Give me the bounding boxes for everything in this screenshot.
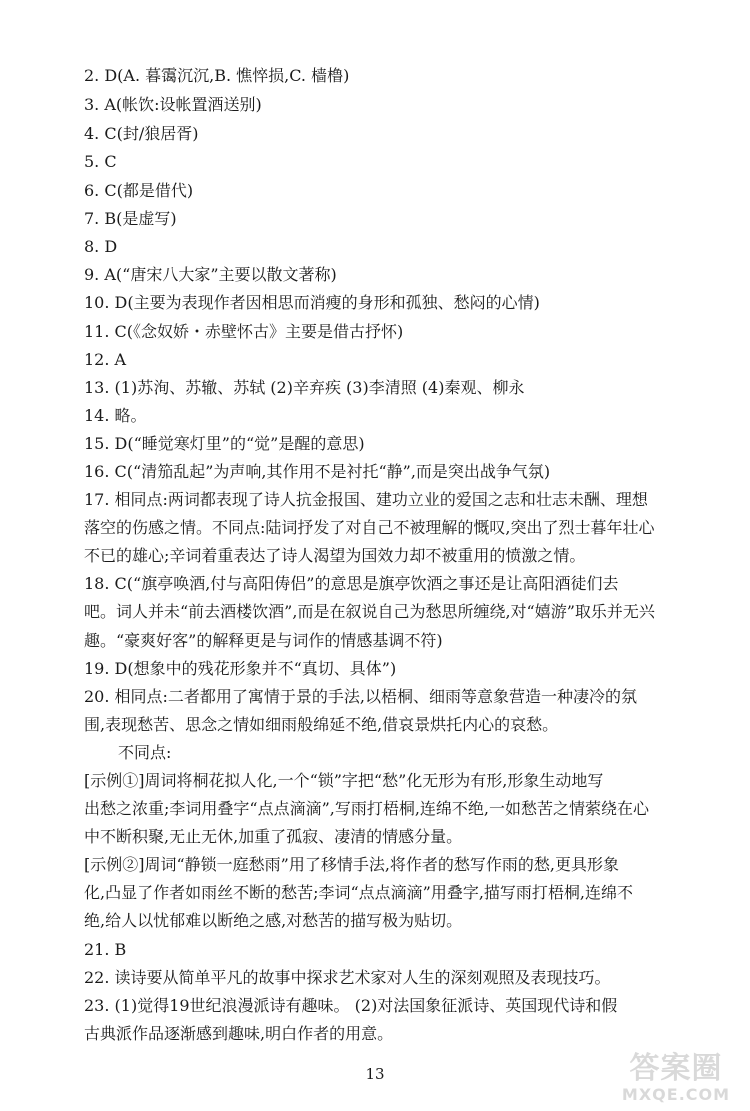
- answer-line: 化,凸显了作者如雨丝不断的愁苦;李词“点点滴滴”用叠字,描写雨打梧桐,连绵不: [84, 883, 634, 902]
- page-number: 13: [365, 1065, 385, 1083]
- answer-line: 22. 读诗要从简单平凡的故事中探求艺术家对人生的深刻观照及表现技巧。: [84, 968, 611, 987]
- answer-line: 吧。词人并未“前去酒楼饮酒”,而是在叙说自己为愁思所缠绕,对“嬉游”取乐并无兴: [84, 602, 655, 621]
- answer-line: 4. C(封/狼居胥): [84, 124, 199, 143]
- answer-line: [示例②]周词“静锁一庭愁雨”用了移情手法,将作者的愁写作雨的愁,更具形象: [84, 855, 620, 874]
- answer-line: 2. D(A. 暮霭沉沉,B. 憔悴损,C. 樯橹): [84, 66, 350, 85]
- answer-line: 不同点:: [118, 743, 172, 762]
- answer-line: 15. D(“睡觉寒灯里”的“觉”是醒的意思): [84, 434, 365, 453]
- answer-line: 9. A(“唐宋八大家”主要以散文著称): [84, 265, 337, 284]
- answer-line: 23. (1)觉得19世纪浪漫派诗有趣味。 (2)对法国象征派诗、英国现代诗和假: [84, 996, 618, 1015]
- answer-line: 12. A: [84, 350, 127, 369]
- answer-line: 出愁之浓重;李词用叠字“点点滴滴”,写雨打梧桐,连绵不绝,一如愁苦之情萦绕在心: [84, 799, 650, 818]
- answer-line: 17. 相同点:两词都表现了诗人抗金报国、建功立业的爱国之志和壮志未酬、理想: [84, 490, 648, 509]
- answer-line: 20. 相同点:二者都用了寓情于景的手法,以梧桐、细雨等意象营造一种凄冷的氛: [84, 687, 638, 706]
- answer-line: 16. C(“清笳乱起”为声响,其作用不是衬托“静”,而是突出战争气氛): [84, 462, 551, 481]
- answer-line: 21. B: [84, 940, 127, 959]
- answer-line: 5. C: [84, 152, 117, 171]
- answer-line: 不已的雄心;辛词着重表达了诗人渴望为国效力却不被重用的愤激之情。: [84, 546, 586, 565]
- answer-line: 中不断积聚,无止无休,加重了孤寂、凄清的情感分量。: [84, 827, 463, 846]
- answer-line: 8. D: [84, 237, 118, 256]
- answer-line: 7. B(是虚写): [84, 209, 177, 228]
- answer-line: 围,表现愁苦、思念之情如细雨般绵延不绝,借哀景烘托内心的哀愁。: [84, 715, 559, 734]
- watermark-mark: 答案圈: [629, 1051, 723, 1086]
- watermark-url: MXQE.COM: [621, 1085, 731, 1104]
- answer-line: 14. 略。: [84, 406, 147, 425]
- answer-line: 19. D(想象中的残花形象并不“真切、具体”): [84, 659, 397, 678]
- answer-line: 绝,给人以忧郁难以断绝之感,对愁苦的描写极为贴切。: [84, 911, 463, 930]
- answer-line: 3. A(帐饮:设帐置酒送别): [84, 95, 262, 114]
- answer-line: 10. D(主要为表现作者因相思而消瘦的身形和孤独、愁闷的心情): [84, 293, 540, 312]
- answer-line: 趣。“豪爽好客”的解释更是与词作的情感基调不符): [84, 631, 443, 650]
- answer-line: [示例①]周词将桐花拟人化,一个“锁”字把“愁”化无形为有形,形象生动地写: [84, 771, 604, 790]
- answer-line: 11. C(《念奴娇・赤壁怀古》主要是借古抒怀): [84, 322, 404, 341]
- watermark-logo: [606, 1052, 746, 1108]
- answer-line: 6. C(都是借代): [84, 181, 194, 200]
- answer-line: 18. C(“旗亭唤酒,付与高阳俦侣”的意思是旗亭饮酒之事还是让高阳酒徒们去: [84, 574, 619, 593]
- answer-line: 落空的伤感之情。不同点:陆词抒发了对自己不被理解的慨叹,突出了烈士暮年壮心: [84, 518, 655, 537]
- answer-line: 13. (1)苏洵、苏辙、苏轼 (2)辛弃疾 (3)李清照 (4)秦观、柳永: [84, 378, 525, 397]
- answer-line: 古典派作品逐渐感到趣味,明白作者的用意。: [84, 1024, 394, 1043]
